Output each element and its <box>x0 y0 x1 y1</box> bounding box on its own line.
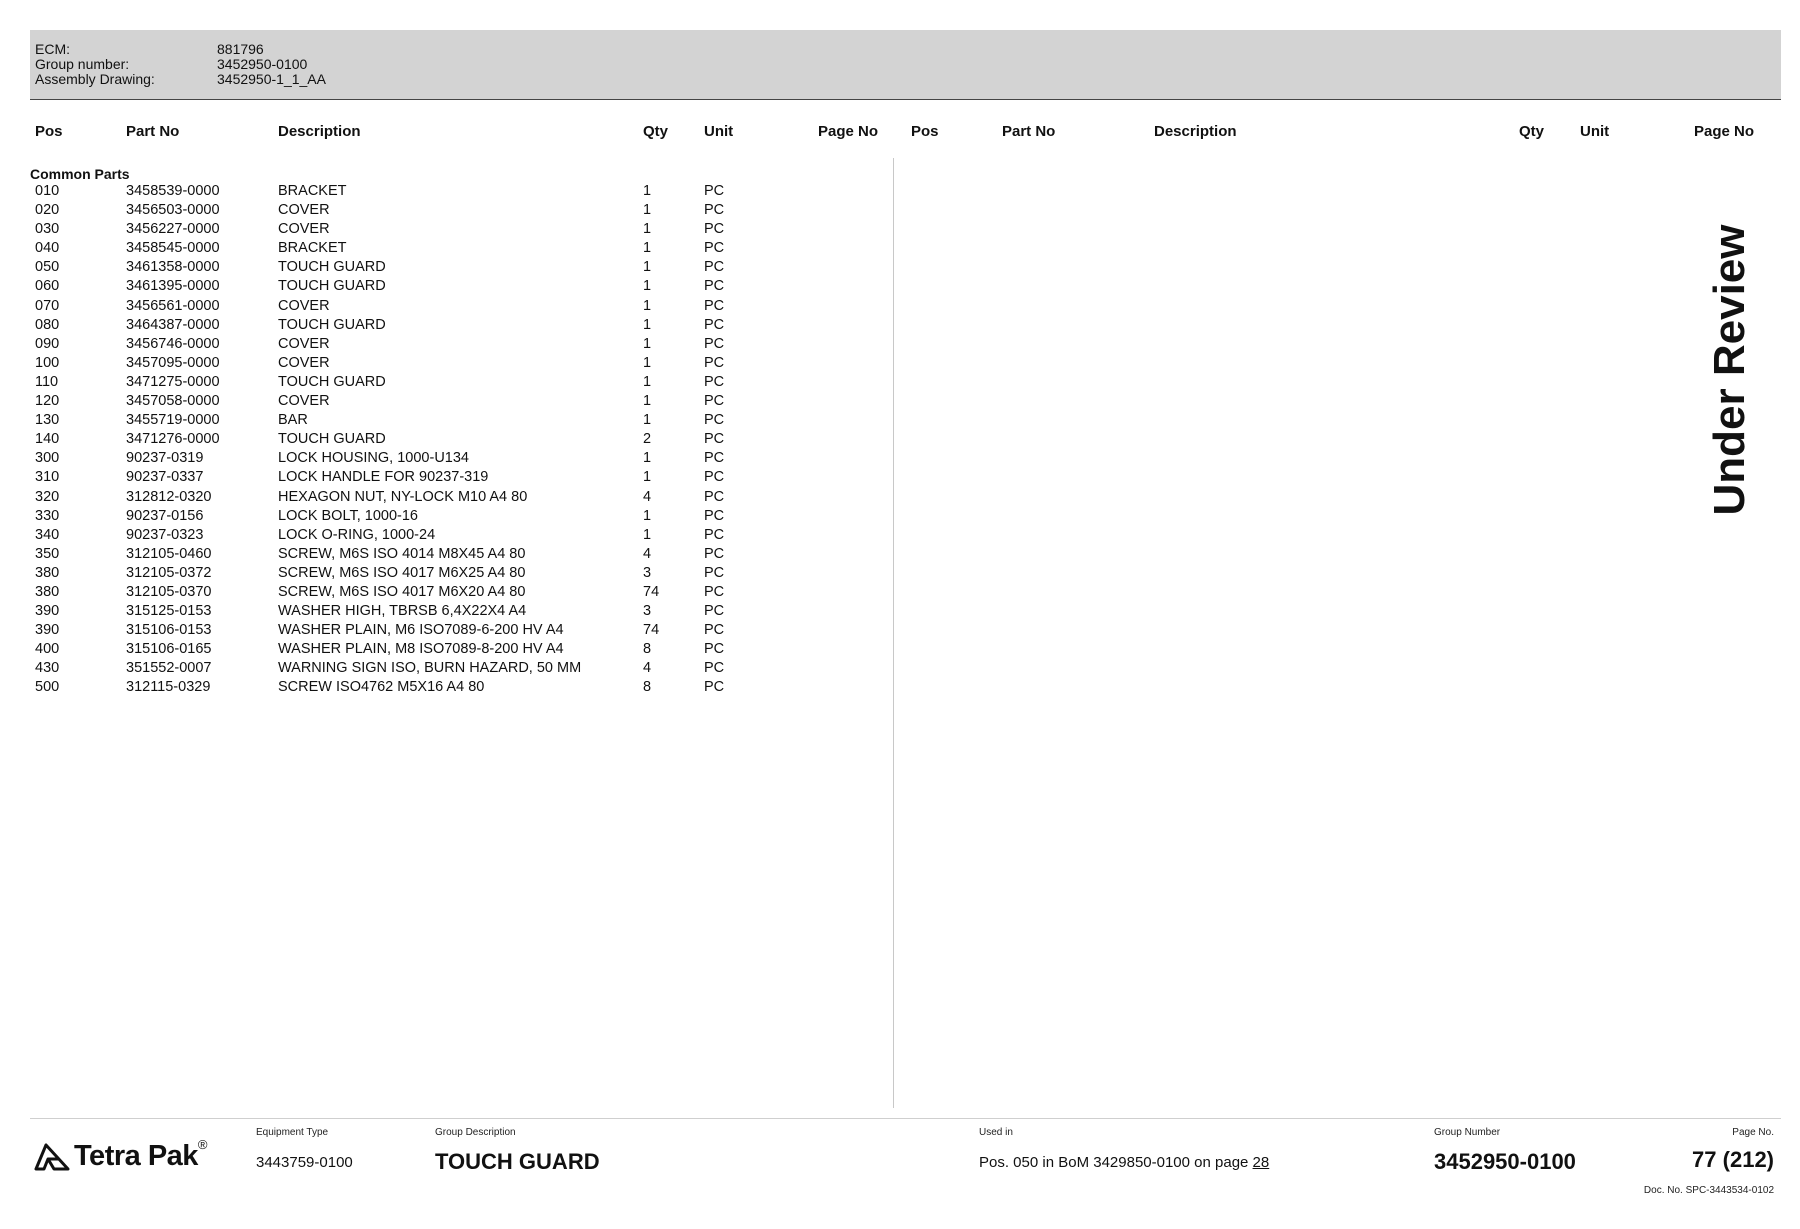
row-unit: PC <box>704 641 725 658</box>
row-description: WASHER PLAIN, M6 ISO7089-6-200 HV A4 <box>278 622 564 639</box>
row-part-no: 3456227-0000 <box>126 221 220 238</box>
row-unit: PC <box>704 278 725 295</box>
row-pos: 340 <box>35 526 60 543</box>
row-unit: PC <box>704 469 725 486</box>
row-part-no: 312812-0320 <box>126 488 212 505</box>
row-unit: PC <box>704 221 725 238</box>
row-unit: PC <box>704 259 725 276</box>
row-description: LOCK HOUSING, 1000-U134 <box>278 450 469 467</box>
row-part-no: 3461395-0000 <box>126 278 220 295</box>
tetra-pak-logo-icon <box>34 1142 70 1172</box>
table-row <box>0 221 880 240</box>
table-row <box>0 355 880 374</box>
row-unit: PC <box>704 679 725 696</box>
group-number-footer-value: 3452950-0100 <box>1434 1149 1576 1174</box>
row-description: COVER <box>278 221 330 238</box>
row-pos: 040 <box>35 240 60 257</box>
row-description: TOUCH GUARD <box>278 316 386 333</box>
row-description: WASHER PLAIN, M8 ISO7089-8-200 HV A4 <box>278 641 564 658</box>
row-part-no: 3471276-0000 <box>126 431 220 448</box>
row-qty: 1 <box>643 183 652 199</box>
row-pos: 080 <box>35 316 60 333</box>
row-part-no: 351552-0007 <box>126 660 212 677</box>
row-pos: 030 <box>35 221 60 238</box>
table-row <box>0 317 880 336</box>
row-pos: 130 <box>35 412 60 429</box>
table-row <box>0 603 880 622</box>
assembly-drawing-label: Assembly Drawing: <box>35 71 155 87</box>
row-part-no: 90237-0319 <box>126 450 204 467</box>
row-pos: 310 <box>35 469 60 486</box>
row-unit: PC <box>704 316 725 333</box>
table-row <box>0 622 880 641</box>
row-unit: PC <box>704 545 725 562</box>
col-unit-right: Unit <box>1580 123 1610 140</box>
table-row <box>0 641 880 660</box>
row-qty: 1 <box>643 450 652 467</box>
table-row <box>0 565 880 584</box>
column-divider <box>893 158 894 1108</box>
row-description: LOCK HANDLE FOR 90237-319 <box>278 469 489 486</box>
row-pos: 100 <box>35 354 60 371</box>
row-unit: PC <box>704 393 725 410</box>
col-page-no: Page No <box>818 123 879 140</box>
row-part-no: 3456561-0000 <box>126 297 220 314</box>
row-part-no: 3457058-0000 <box>126 393 220 410</box>
equipment-type-label: Equipment Type <box>256 1127 329 1138</box>
parts-table <box>0 183 880 699</box>
row-pos: 400 <box>35 641 60 658</box>
row-part-no: 3457095-0000 <box>126 354 220 371</box>
used-in-text: Pos. 050 in BoM 3429850-0100 on page <box>979 1154 1253 1171</box>
row-qty: 1 <box>643 335 652 352</box>
row-qty: 1 <box>643 202 652 219</box>
row-qty: 74 <box>643 622 660 639</box>
table-row <box>0 450 880 469</box>
row-description: SCREW, M6S ISO 4017 M6X25 A4 80 <box>278 564 526 581</box>
row-pos: 330 <box>35 507 60 524</box>
table-row <box>0 259 880 278</box>
row-unit: PC <box>704 488 725 505</box>
row-description: COVER <box>278 335 330 352</box>
row-description: TOUCH GUARD <box>278 431 386 448</box>
row-pos: 380 <box>35 583 60 600</box>
row-description: BRACKET <box>278 240 347 257</box>
row-unit: PC <box>704 450 725 467</box>
row-unit: PC <box>704 183 725 199</box>
row-qty: 1 <box>643 221 652 238</box>
row-qty: 1 <box>643 297 652 314</box>
used-in-value <box>979 1154 1269 1171</box>
row-part-no: 3458539-0000 <box>126 183 220 199</box>
row-part-no: 3456746-0000 <box>126 335 220 352</box>
row-unit: PC <box>704 373 725 390</box>
section-title: Common Parts <box>30 166 130 182</box>
row-qty: 3 <box>643 603 652 620</box>
row-qty: 8 <box>643 679 652 696</box>
table-row <box>0 183 880 202</box>
table-row <box>0 469 880 488</box>
page-total: (212) <box>1722 1147 1774 1172</box>
row-pos: 380 <box>35 564 60 581</box>
table-row <box>0 489 880 508</box>
table-row <box>0 584 880 603</box>
row-qty: 1 <box>643 316 652 333</box>
table-row <box>0 393 880 412</box>
row-qty: 4 <box>643 660 652 677</box>
row-description: COVER <box>278 202 330 219</box>
col-unit: Unit <box>704 123 734 140</box>
table-row <box>0 336 880 355</box>
table-row <box>0 660 880 679</box>
row-pos: 390 <box>35 603 60 620</box>
logo-text: Tetra Pak <box>74 1140 198 1172</box>
row-unit: PC <box>704 660 725 677</box>
row-pos: 430 <box>35 660 60 677</box>
row-description: SCREW ISO4762 M5X16 A4 80 <box>278 679 485 696</box>
row-description: HEXAGON NUT, NY-LOCK M10 A4 80 <box>278 488 528 505</box>
watermark: Under Review <box>1705 224 1754 516</box>
row-qty: 1 <box>643 526 652 543</box>
row-part-no: 3461358-0000 <box>126 259 220 276</box>
col-description: Description <box>278 123 361 140</box>
group-description-label: Group Description <box>435 1127 516 1138</box>
row-pos: 070 <box>35 297 60 314</box>
row-description: COVER <box>278 297 330 314</box>
col-pos-right: Pos <box>911 123 939 140</box>
group-description-value: TOUCH GUARD <box>435 1149 600 1174</box>
row-part-no: 3458545-0000 <box>126 240 220 257</box>
used-in-label: Used in <box>979 1127 1013 1138</box>
page-number: 77 <box>1692 1147 1717 1172</box>
row-qty: 4 <box>643 488 652 505</box>
table-row <box>0 412 880 431</box>
page-number-value <box>1692 1147 1774 1173</box>
row-unit: PC <box>704 603 725 620</box>
row-description: BAR <box>278 412 308 429</box>
row-description: WASHER HIGH, TBRSB 6,4X22X4 A4 <box>278 603 527 620</box>
tetra-pak-logo <box>34 1137 208 1173</box>
row-part-no: 90237-0323 <box>126 526 204 543</box>
group-number-label: Group number: <box>35 56 130 72</box>
row-pos: 020 <box>35 202 60 219</box>
row-qty: 1 <box>643 259 652 276</box>
table-row <box>0 240 880 259</box>
table-row <box>0 298 880 317</box>
row-pos: 140 <box>35 431 60 448</box>
row-pos: 120 <box>35 393 60 410</box>
row-description: LOCK BOLT, 1000-16 <box>278 507 418 524</box>
row-unit: PC <box>704 202 725 219</box>
row-unit: PC <box>704 431 725 448</box>
col-page-no-right: Page No <box>1694 123 1755 140</box>
row-description: WARNING SIGN ISO, BURN HAZARD, 50 MM <box>278 660 582 677</box>
row-description: TOUCH GUARD <box>278 373 386 390</box>
row-part-no: 3471275-0000 <box>126 373 220 390</box>
row-qty: 1 <box>643 278 652 295</box>
row-qty: 1 <box>643 393 652 410</box>
row-unit: PC <box>704 622 725 639</box>
row-unit: PC <box>704 507 725 524</box>
row-part-no: 312105-0370 <box>126 583 212 600</box>
table-row <box>0 546 880 565</box>
table-row <box>0 508 880 527</box>
row-qty: 2 <box>643 431 652 448</box>
row-description: TOUCH GUARD <box>278 278 386 295</box>
col-pos: Pos <box>35 123 63 140</box>
group-number-value: 3452950-0100 <box>217 56 308 72</box>
row-qty: 1 <box>643 373 652 390</box>
col-description-right: Description <box>1154 123 1237 140</box>
col-part-no-right: Part No <box>1002 123 1056 140</box>
table-row <box>0 679 880 698</box>
doc-number: Doc. No. SPC-3443534-0102 <box>1643 1185 1774 1196</box>
row-pos: 060 <box>35 278 60 295</box>
ecm-label: ECM: <box>35 41 70 57</box>
row-qty: 4 <box>643 545 652 562</box>
page-number-label: Page No. <box>1732 1127 1774 1138</box>
row-qty: 1 <box>643 240 652 257</box>
table-row <box>0 374 880 393</box>
row-unit: PC <box>704 583 725 600</box>
row-part-no: 315125-0153 <box>126 603 212 620</box>
row-unit: PC <box>704 354 725 371</box>
row-pos: 090 <box>35 335 60 352</box>
row-qty: 3 <box>643 564 652 581</box>
row-part-no: 3455719-0000 <box>126 412 220 429</box>
row-pos: 320 <box>35 488 60 505</box>
row-pos: 500 <box>35 679 60 696</box>
row-part-no: 312115-0329 <box>126 679 211 696</box>
table-row <box>0 431 880 450</box>
row-part-no: 315106-0153 <box>126 622 212 639</box>
header-band <box>30 30 1781 100</box>
row-pos: 010 <box>35 183 60 199</box>
row-unit: PC <box>704 412 725 429</box>
row-part-no: 90237-0156 <box>126 507 204 524</box>
assembly-drawing-value: 3452950-1_1_AA <box>217 71 326 87</box>
col-qty: Qty <box>643 123 669 140</box>
equipment-type-value: 3443759-0100 <box>256 1154 353 1171</box>
row-description: TOUCH GUARD <box>278 259 386 276</box>
row-part-no: 90237-0337 <box>126 469 204 486</box>
row-part-no: 312105-0460 <box>126 545 212 562</box>
row-part-no: 3456503-0000 <box>126 202 220 219</box>
row-description: COVER <box>278 393 330 410</box>
row-description: LOCK O-RING, 1000-24 <box>278 526 436 543</box>
col-qty-right: Qty <box>1519 123 1545 140</box>
table-row <box>0 202 880 221</box>
row-pos: 390 <box>35 622 60 639</box>
row-pos: 300 <box>35 450 60 467</box>
row-part-no: 312105-0372 <box>126 564 212 581</box>
row-pos: 110 <box>35 373 59 390</box>
row-unit: PC <box>704 297 725 314</box>
group-number-footer-label: Group Number <box>1434 1127 1501 1138</box>
footer-divider <box>30 1118 1781 1119</box>
col-part-no: Part No <box>126 123 180 140</box>
row-qty: 74 <box>643 583 660 600</box>
row-unit: PC <box>704 240 725 257</box>
row-description: BRACKET <box>278 183 347 199</box>
row-qty: 1 <box>643 469 652 486</box>
row-qty: 1 <box>643 507 652 524</box>
row-description: COVER <box>278 354 330 371</box>
row-part-no: 315106-0165 <box>126 641 212 658</box>
used-in-page-link[interactable]: 28 <box>1252 1154 1270 1171</box>
table-row <box>0 278 880 297</box>
row-part-no: 3464387-0000 <box>126 316 220 333</box>
row-pos: 350 <box>35 545 60 562</box>
ecm-value: 881796 <box>217 41 264 57</box>
row-qty: 1 <box>643 354 652 371</box>
row-unit: PC <box>704 564 725 581</box>
row-unit: PC <box>704 335 725 352</box>
row-pos: 050 <box>35 259 60 276</box>
row-description: SCREW, M6S ISO 4017 M6X20 A4 80 <box>278 583 526 600</box>
logo-registered-mark: ® <box>197 1137 208 1152</box>
row-unit: PC <box>704 526 725 543</box>
table-row <box>0 527 880 546</box>
row-qty: 1 <box>643 412 652 429</box>
row-description: SCREW, M6S ISO 4014 M8X45 A4 80 <box>278 545 526 562</box>
row-qty: 8 <box>643 641 652 658</box>
